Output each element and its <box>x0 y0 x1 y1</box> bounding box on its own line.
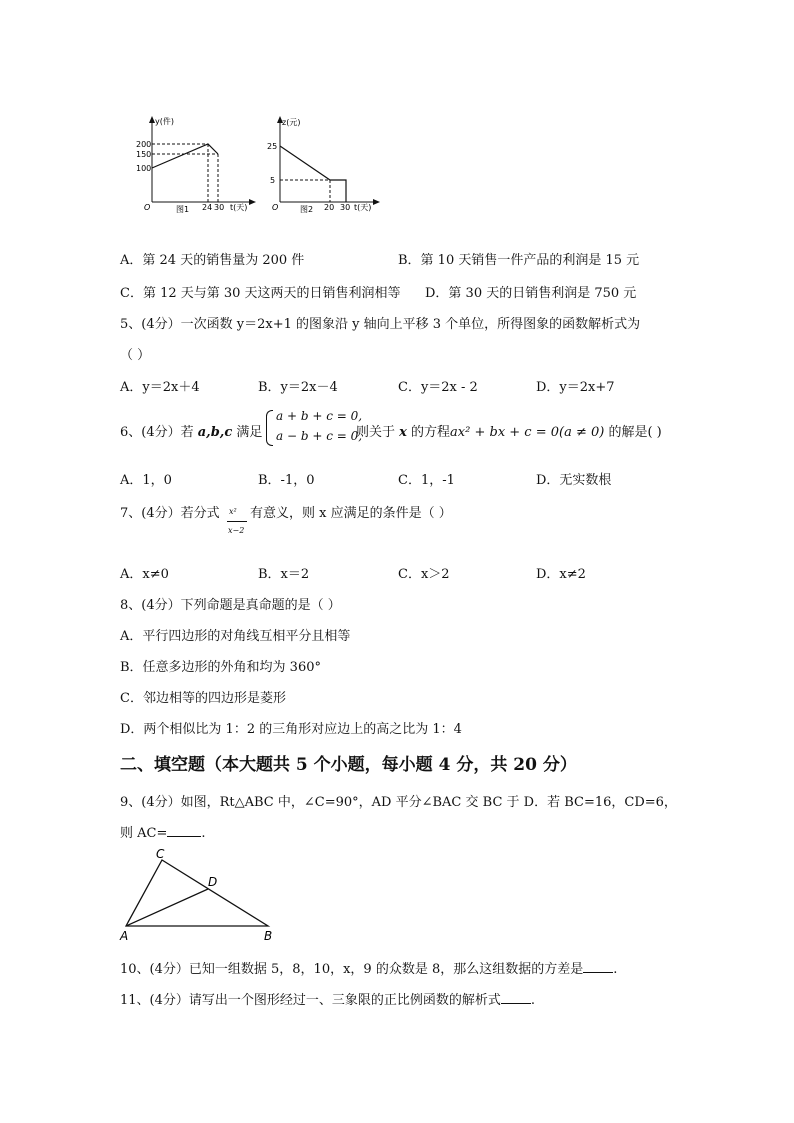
q6-mid2: 的方程 <box>406 425 451 440</box>
segment-ad <box>126 889 208 926</box>
q6-option-d: D．无实数根 <box>536 473 612 488</box>
q7-fraction-bar <box>227 521 247 522</box>
q5-option-a: A．y＝2x＋4 <box>120 380 200 395</box>
fig2-origin: O <box>272 203 279 212</box>
q6-vars: a,b,c <box>197 425 233 440</box>
fig1-tick-24: 24 <box>202 203 213 212</box>
fig1-y-label: y(件) <box>155 117 174 126</box>
figure-1-sales-volume-graph <box>130 112 260 216</box>
q11-suffix: . <box>530 993 536 1008</box>
fig2-caption: 图2 <box>300 205 314 214</box>
q5-stem: 5、(4分）一次函数 y＝2x+1 的图象沿 y 轴向上平移 3 个单位，所得图象的函数解析式为 <box>120 317 641 332</box>
fig2-tick-20: 20 <box>324 203 335 212</box>
fig2-y-label: z(元) <box>282 118 301 127</box>
q6-option-a: A．1，0 <box>120 473 172 488</box>
q6-equation: ax² + bx + c = 0(a ≠ 0) <box>450 425 605 440</box>
q10 <box>120 958 617 977</box>
section-2-heading: 二、填空题（本大题共 5 个小题，每小题 4 分，共 20 分） <box>120 755 577 775</box>
q6-satisfy: 满足 <box>232 425 263 440</box>
q5-option-d: D．y＝2x+7 <box>536 380 615 395</box>
fig1-x-label: t(天) <box>230 203 248 212</box>
q7-numerator: x² <box>229 507 237 516</box>
x-axis-arrow <box>373 199 380 205</box>
q9-answer-blank <box>167 824 201 837</box>
fig1-tick-200: 200 <box>136 140 152 149</box>
q5-paren: （ ） <box>120 348 151 363</box>
q7-option-b: B．x＝2 <box>258 567 310 582</box>
q9-triangle-figure <box>116 846 280 944</box>
fig2-x-label: t(天) <box>354 203 372 212</box>
fig2-tick-30: 30 <box>340 203 351 212</box>
q6-eq1: a + b + c = 0, <box>276 409 363 423</box>
q7-option-c: C．x＞2 <box>398 567 450 582</box>
q8-option-a: A．平行四边形的对角线互相平分且相等 <box>120 629 351 644</box>
q7-option-d: D．x≠2 <box>536 567 586 582</box>
fig2-tick-25: 25 <box>267 142 278 151</box>
q6-suffix: 的解是( ) <box>604 425 662 440</box>
q9-line-2-suffix: . <box>201 826 206 841</box>
q11-answer-blank <box>501 991 531 1004</box>
q6-eq2: a − b + c = 0, <box>276 429 363 443</box>
q11-prefix: 11、(4分）请写出一个图形经过一、三象限的正比例函数的解析式 <box>120 993 501 1008</box>
label-a: A <box>120 929 129 943</box>
fig1-tick-150: 150 <box>136 150 152 159</box>
q7-option-a: A．x≠0 <box>120 567 169 582</box>
q7-denominator: x−2 <box>228 526 245 535</box>
fig2-tick-5: 5 <box>270 176 276 185</box>
q4-option-d: D．第 30 天的日销售利润是 750 元 <box>425 286 637 301</box>
q5-option-b: B．y＝2x－4 <box>258 380 338 395</box>
x-axis-arrow <box>249 199 256 205</box>
equation-system-brace <box>266 410 273 446</box>
q8-stem: 8、(4分）下列命题是真命题的是（ ） <box>120 598 341 613</box>
label-d: D <box>208 875 218 889</box>
fig1-tick-30: 30 <box>214 203 225 212</box>
fig1-tick-100: 100 <box>136 164 152 173</box>
q4-option-a: A．第 24 天的销售量为 200 件 <box>120 253 305 268</box>
figure-2-profit-graph <box>264 112 384 216</box>
q6-option-b: B．-1，0 <box>258 473 315 488</box>
q9-line-1: 9、(4分）如图，Rt△ABC 中，∠C=90°，AD 平分∠BAC 交 BC 于 D．若 BC=16，CD=6， <box>120 795 677 810</box>
q6-tail <box>356 421 662 440</box>
q6-x: x <box>399 425 407 440</box>
q8-option-c: C．邻边相等的四边形是菱形 <box>120 691 286 706</box>
q11 <box>120 989 535 1008</box>
q8-option-b: B．任意多边形的外角和均为 360° <box>120 660 321 675</box>
label-b: B <box>264 929 273 943</box>
q7-suffix: 有意义，则 x 应满足的条件是（ ） <box>250 506 452 521</box>
q8-option-d: D．两个相似比为 1：2 的三角形对应边上的高之比为 1：4 <box>120 722 462 737</box>
q5-option-c: C．y＝2x - 2 <box>398 380 478 395</box>
q6-prefix: 6、(4分）若 <box>120 425 198 440</box>
fig1-origin: O <box>144 203 151 212</box>
profit-line <box>280 146 346 202</box>
q6-option-c: C．1，-1 <box>398 473 455 488</box>
label-c: C <box>156 847 165 861</box>
q10-answer-blank <box>583 960 613 973</box>
q10-prefix: 10、(4分）已知一组数据 5，8，10，x，9 的众数是 8，那么这组数据的方差是 <box>120 962 584 977</box>
q7-prefix: 7、(4分）若分式 <box>120 506 220 521</box>
q4-option-b: B．第 10 天销售一件产品的利润是 15 元 <box>398 253 640 268</box>
fig1-caption: 图1 <box>176 205 190 214</box>
q4-option-c: C．第 12 天与第 30 天这两天的日销售利润相等 <box>120 286 401 301</box>
q9-line-2 <box>120 822 206 841</box>
q6-mid: 则关于 <box>356 425 400 440</box>
q6-prefix-line <box>120 421 262 440</box>
q9-line-2-prefix: 则 AC= <box>120 826 168 841</box>
q10-suffix: . <box>613 962 618 977</box>
